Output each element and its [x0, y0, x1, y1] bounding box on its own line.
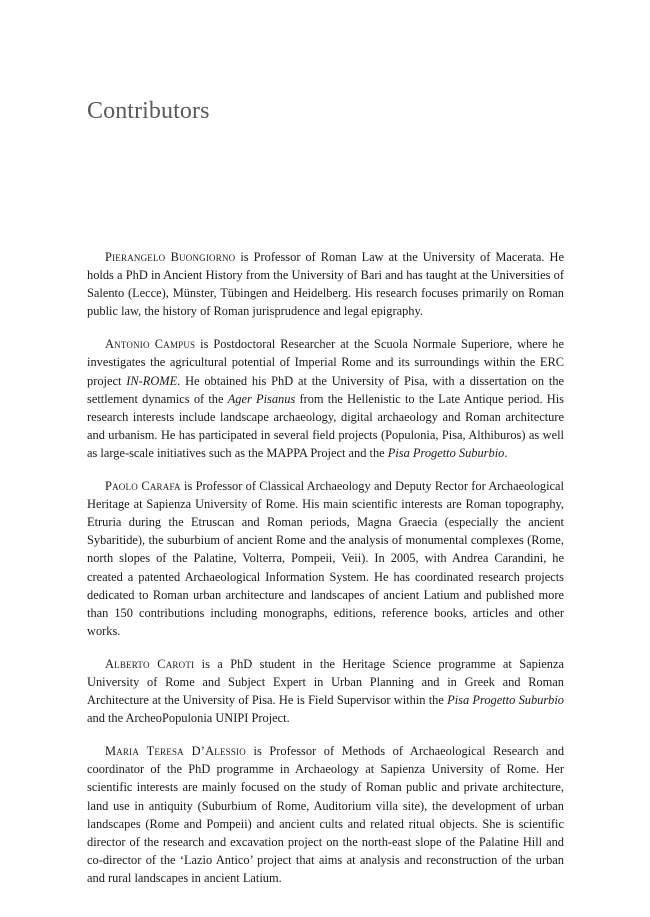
contributor-bio: is a PhD student in the Heritage Science programme at Sapienza University of Rome and Subject Expert in Urban Planning and in Greek and Roman Architecture at the University of Pisa. He is Field Supervisor within the [87, 656, 564, 708]
contributor-name: Alberto Caroti [105, 656, 195, 671]
contributor-name: Maria Teresa D’Alessio [105, 744, 246, 759]
contributor-bio: . [504, 445, 508, 460]
project-title: Pisa Progetto Suburbio [447, 693, 565, 708]
contributor-entry [87, 477, 564, 640]
contributor-entry [87, 335, 564, 462]
contributor-entry [87, 655, 564, 727]
contributor-bio: from the Hellenistic to the Late Antique period. His research interests include landscape archaeology, digital archaeology and Roman architecture and urbanism. He has participated in several field projects (Populonia, Pisa, Althiburos) as well as large-scale initiatives such as the MAPPA Project and the [87, 391, 564, 460]
contributor-entry [87, 742, 564, 887]
project-title: Pisa Progetto Suburbio [387, 445, 505, 460]
page-title: Contributors [87, 98, 210, 124]
contributor-bio: is Professor of Roman Law at the University of Macerata. He holds a PhD in Ancient History from the University of Bari and has taught at the Universities of Salento (Lecce), Münster, Tübingen and Heidelberg. His research focuses primarily on Roman public law, the history of Roman jurisprudence and legal epigraphy. [87, 250, 564, 319]
contributor-bio: and the ArcheoPopulonia UNIPI Project. [87, 711, 290, 726]
contributors-list [87, 248, 564, 902]
contributor-bio: . He obtained his PhD at the University of Pisa, with a dissertation on the settlement dynamics of the [87, 373, 565, 406]
contributor-name: Pierangelo Buongiorno [105, 250, 236, 264]
contributor-bio: is Professor of Classical Archaeology and Deputy Rector for Archaeological Heritage at Sapienza University of Rome. His main scientific interests are Roman topography, Etruria during the Etruscan and Roman periods, Magna Graecia (especially the ancient Sybaritide), the suburbium of ancient Rome and the analysis of monumental complexes (Rome, north slopes of the Palatine, Volterra, Pompeii, Veii). In 2005, with Andrea Carandini, he created a patented Archaeological Information System. He has coordinated research projects dedicated to Roman urban architecture and landscapes of ancient Latium and published more than 150 contributions including monographs, editions, reference books, articles and other works. [87, 479, 564, 638]
contributor-bio: is Postdoctoral Researcher at the Scuola Normale Superiore, where he investigates the agricultural potential of Imperial Rome and its surroundings within the ERC project [87, 337, 564, 388]
project-title: IN-ROME [126, 373, 178, 388]
contributor-entry [87, 248, 564, 320]
contributor-name: Antonio Campus [105, 337, 196, 352]
contributor-name: Paolo Carafa [105, 479, 181, 494]
place-name: Ager Pisanus [227, 391, 296, 406]
contributor-bio: is Professor of Methods of Archaeological Research and coordinator of the PhD programme in Archaeology at Sapienza University of Rome. Her scientific interests are mainly focused on the study of Roman public and private architecture, land use in antiquity (Suburbium of Rome, Auditorium villa site), the development of urban landscapes (Rome and Pompeii) and ancient cults and related ritual objects. She is scientific director of the research and excavation project on the north-east slope of the Palatine Hill and co-director of the ‘Lazio Antico’ project that aims at analysis and reconstruction of the urban and rural landscapes in ancient Latium. [87, 744, 565, 885]
